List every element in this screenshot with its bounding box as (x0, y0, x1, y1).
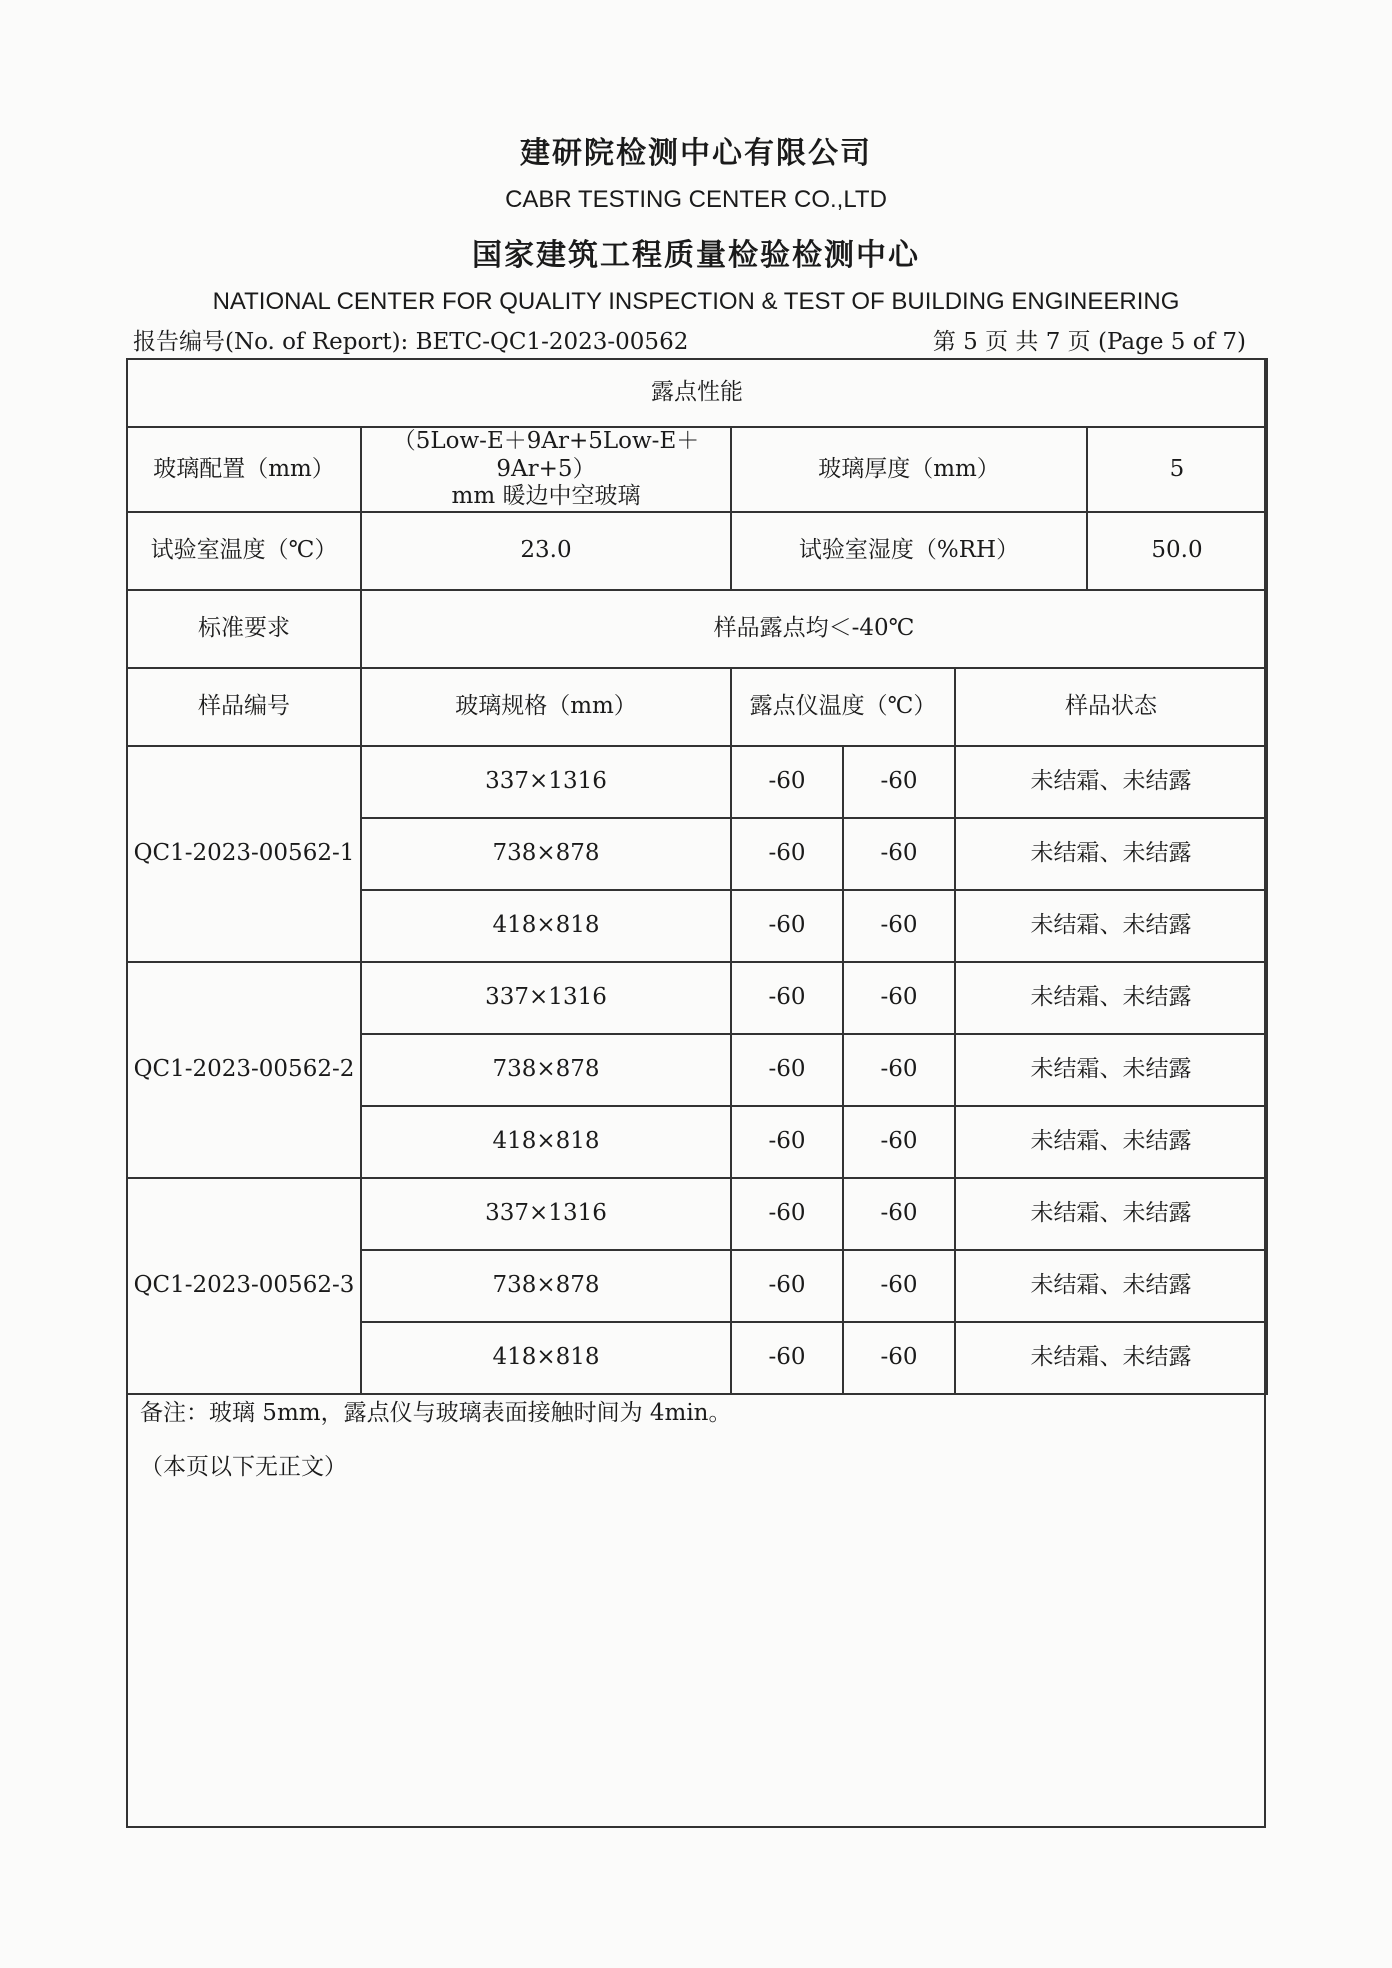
lab-humidity-value: 50.0 (1087, 512, 1267, 590)
dewpoint-temp-2: -60 (843, 1034, 955, 1106)
dewpoint-temp-2: -60 (843, 746, 955, 818)
lab-humidity-label: 试验室湿度（%RH） (731, 512, 1087, 590)
standard-value: 样品露点均＜-40℃ (361, 590, 1267, 668)
dewpoint-temp-1: -60 (731, 1106, 843, 1178)
dewpoint-temp-1: -60 (731, 746, 843, 818)
dewpoint-temp-2: -60 (843, 1322, 955, 1394)
dewpoint-temp-1: -60 (731, 890, 843, 962)
sample-state: 未结霜、未结露 (955, 746, 1267, 818)
sample-id: QC1-2023-00562-1 (127, 746, 361, 962)
center-name-cn: 国家建筑工程质量检验检测中心 (472, 238, 920, 273)
sample-state: 未结霜、未结露 (955, 1250, 1267, 1322)
lab-temp-label: 试验室温度（℃） (127, 512, 361, 590)
sample-id: QC1-2023-00562-3 (127, 1178, 361, 1394)
dewpoint-temp-1: -60 (731, 1322, 843, 1394)
glass-thickness-value: 5 (1087, 427, 1267, 512)
sample-state: 未结霜、未结露 (955, 1178, 1267, 1250)
dewpoint-temp-1: -60 (731, 1250, 843, 1322)
glass-config-line2: mm 暖边中空玻璃 (451, 483, 641, 510)
dewpoint-table (126, 358, 1268, 1395)
sample-state: 未结霜、未结露 (955, 1322, 1267, 1394)
sample-state: 未结霜、未结露 (955, 818, 1267, 890)
sample-state: 未结霜、未结露 (955, 1106, 1267, 1178)
col-glass-spec: 玻璃规格（mm） (361, 668, 731, 746)
section-title: 露点性能 (127, 359, 1267, 427)
glass-config-value (361, 427, 731, 512)
dewpoint-temp-2: -60 (843, 1106, 955, 1178)
report-number: 报告编号(No. of Report): BETC-QC1-2023-00562 (133, 329, 689, 355)
sample-state: 未结霜、未结露 (955, 1034, 1267, 1106)
glass-spec: 337×1316 (361, 962, 731, 1034)
table-row (127, 746, 1267, 818)
dewpoint-temp-2: -60 (843, 818, 955, 890)
glass-spec: 738×878 (361, 1034, 731, 1106)
sample-state: 未结霜、未结露 (955, 890, 1267, 962)
standard-label: 标准要求 (127, 590, 361, 668)
end-of-text-note: （本页以下无正文） (140, 1454, 347, 1480)
dewpoint-temp-2: -60 (843, 962, 955, 1034)
sample-id: QC1-2023-00562-2 (127, 962, 361, 1178)
remark-note: 备注：玻璃 5mm，露点仪与玻璃表面接触时间为 4min。 (140, 1400, 732, 1426)
dewpoint-temp-1: -60 (731, 1034, 843, 1106)
col-sample-no: 样品编号 (127, 668, 361, 746)
center-name-en: NATIONAL CENTER FOR QUALITY INSPECTION & TEST OF BUILDING ENGINEERING (212, 288, 1180, 315)
dewpoint-temp-2: -60 (843, 890, 955, 962)
dewpoint-temp-2: -60 (843, 1250, 955, 1322)
table-row (127, 962, 1267, 1034)
dewpoint-temp-2: -60 (843, 1178, 955, 1250)
lab-temp-value: 23.0 (361, 512, 731, 590)
glass-config-line1: （5Low-E＋9Ar+5Low-E＋9Ar+5） (392, 428, 700, 482)
col-dewpoint-temp: 露点仪温度（℃） (731, 668, 955, 746)
glass-spec: 337×1316 (361, 1178, 731, 1250)
glass-config-label: 玻璃配置（mm） (127, 427, 361, 512)
glass-thickness-label: 玻璃厚度（mm） (731, 427, 1087, 512)
col-sample-state: 样品状态 (955, 668, 1267, 746)
glass-spec: 337×1316 (361, 746, 731, 818)
dewpoint-temp-1: -60 (731, 1178, 843, 1250)
glass-spec: 418×818 (361, 1106, 731, 1178)
sample-state: 未结霜、未结露 (955, 962, 1267, 1034)
glass-spec: 738×878 (361, 1250, 731, 1322)
dewpoint-temp-1: -60 (731, 818, 843, 890)
glass-spec: 738×878 (361, 818, 731, 890)
table-row (127, 1178, 1267, 1250)
glass-spec: 418×818 (361, 1322, 731, 1394)
company-name-cn: 建研院检测中心有限公司 (520, 136, 872, 171)
dewpoint-temp-1: -60 (731, 962, 843, 1034)
glass-spec: 418×818 (361, 890, 731, 962)
page-number: 第 5 页 共 7 页 (Page 5 of 7) (932, 329, 1246, 355)
company-name-en: CABR TESTING CENTER CO.,LTD (505, 186, 887, 213)
